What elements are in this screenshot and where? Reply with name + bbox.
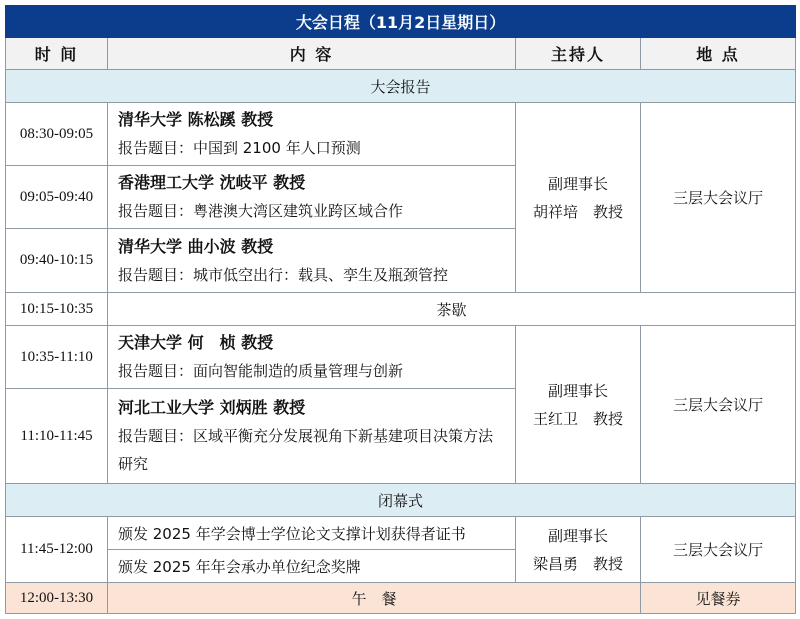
time-cell: 09:05-09:40: [6, 166, 108, 229]
break-row: [6, 293, 796, 326]
speaker: 天津大学 何 桢 教授: [118, 333, 274, 352]
content-cell: [108, 389, 516, 484]
content-cell: [108, 229, 516, 293]
venue-cell: 三层大会议厅: [641, 326, 796, 484]
header-row: [6, 38, 796, 70]
venue-cell: 三层大会议厅: [641, 517, 796, 583]
venue-cell: 三层大会议厅: [641, 103, 796, 293]
speaker: 河北工业大学 刘炳胜 教授: [118, 398, 306, 417]
speaker: 清华大学 曲小波 教授: [118, 236, 274, 256]
closing-item: 颁发 2025 年年会承办单位纪念奖牌: [108, 550, 516, 583]
host-cell: [516, 517, 641, 583]
break-label: 茶歇: [108, 293, 796, 326]
schedule-title: 大会日程（11月2日星期日）: [6, 6, 796, 38]
content-cell: [108, 103, 516, 166]
section-row: [6, 70, 796, 103]
time-cell: 10:15-10:35: [6, 293, 108, 326]
time-cell: 12:00-13:30: [6, 583, 108, 614]
time-cell: 08:30-09:05: [6, 103, 108, 166]
topic: 报告题目：面向智能制造的质量管理与创新: [118, 362, 404, 380]
time-cell: 09:40-10:15: [6, 229, 108, 293]
host-cell: [516, 103, 641, 293]
table-row: [6, 103, 796, 166]
closing-item: 颁发 2025 年学会博士学位论文支撑计划获得者证书: [108, 517, 516, 550]
time-cell: 11:45-12:00: [6, 517, 108, 583]
header-host: 主持人: [516, 38, 641, 70]
table-row: [6, 517, 796, 550]
topic: 报告题目：区域平衡充分发展视角下新基建项目决策方法研究: [118, 427, 494, 473]
section-row: [6, 484, 796, 517]
content-cell: [108, 326, 516, 389]
header-venue: 地 点: [641, 38, 796, 70]
table-row: [6, 326, 796, 389]
venue-cell: 见餐券: [641, 583, 796, 614]
schedule-table: [5, 5, 796, 614]
host-cell: [516, 326, 641, 484]
lunch-row: [6, 583, 796, 614]
lunch-label: 午 餐: [108, 583, 641, 614]
time-cell: 10:35-11:10: [6, 326, 108, 389]
title-row: [6, 6, 796, 38]
section-closing: 闭幕式: [6, 484, 796, 517]
host-name: 王红卫 教授: [532, 409, 623, 428]
time-cell: 11:10-11:45: [6, 389, 108, 484]
topic: 报告题目：城市低空出行：载具、孪生及瓶颈管控: [118, 265, 449, 284]
speaker: 清华大学 陈松蹊 教授: [118, 110, 274, 129]
host-title: 副理事长: [547, 174, 608, 193]
host-title: 副理事长: [547, 381, 608, 400]
host-name: 胡祥培 教授: [532, 202, 623, 221]
content-cell: [108, 166, 516, 229]
host-title: 副理事长: [547, 526, 608, 545]
header-content: 内 容: [108, 38, 516, 70]
header-time: 时 间: [6, 38, 108, 70]
section-report: 大会报告: [6, 70, 796, 103]
speaker: 香港理工大学 沈岐平 教授: [118, 173, 306, 192]
topic: 报告题目：中国到 2100 年人口预测: [118, 139, 361, 157]
topic: 报告题目：粤港澳大湾区建筑业跨区域合作: [118, 202, 404, 220]
host-name: 梁昌勇 教授: [532, 554, 623, 573]
